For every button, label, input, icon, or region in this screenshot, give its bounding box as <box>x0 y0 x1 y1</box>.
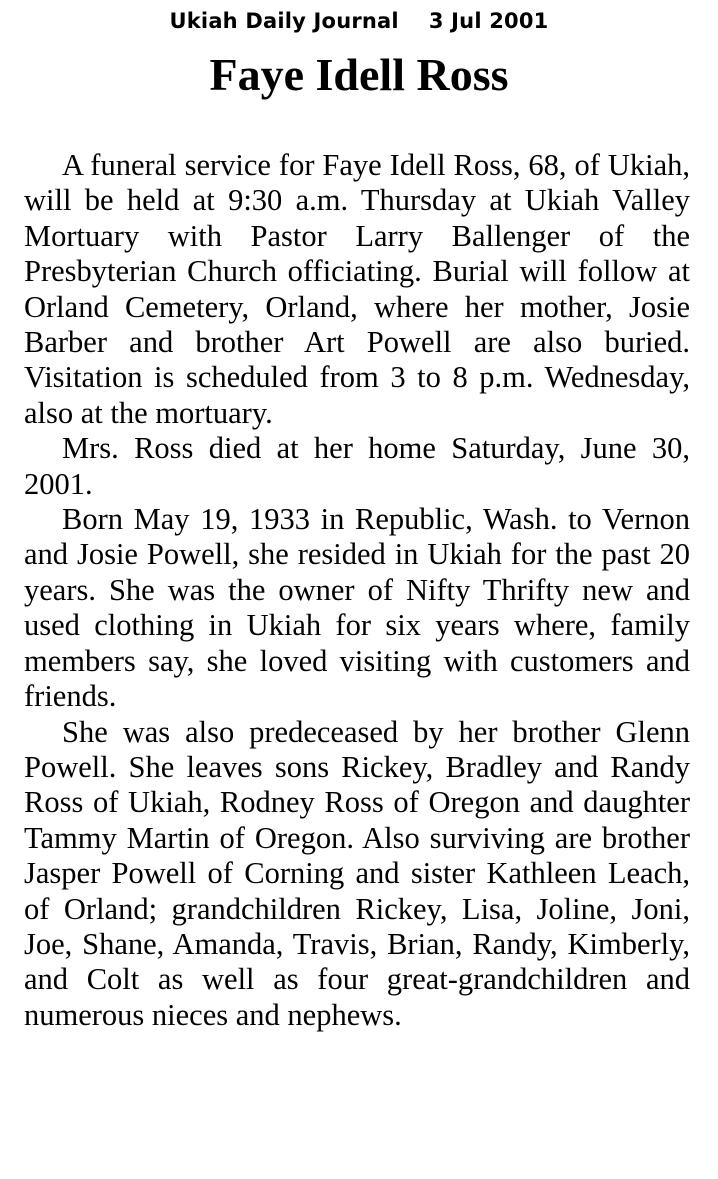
obituary-body <box>24 148 690 1033</box>
publication-header <box>0 8 718 34</box>
publication-date: 3 Jul 2001 <box>428 9 549 33</box>
paragraph-funeral-service: A funeral service for Faye Idell Ross, 68, of Ukiah, will be held at 9:30 a.m. Thursday at Ukiah Valley Mortuary with Pastor Larry Ballenger of the Presbyterian Church officiating. Burial will follow at Orland Cemetery, Orland, where her mother, Josie Barber and brother Art Powell are also buried. Visitation is scheduled from 3 to 8 p.m. Wednesday, also at the mortuary. <box>24 148 690 430</box>
publication-name: Ukiah Daily Journal <box>169 9 399 33</box>
paragraph-death: Mrs. Ross died at her home Saturday, June 30, 2001. <box>24 431 690 501</box>
paragraph-survivors: She was also predeceased by her brother Glenn Powell. She leaves sons Rickey, Bradley and Randy Ross of Ukiah, Rodney Ross of Oregon and daughter Tammy Martin of Oregon. Also surviving are brother Jasper Powell of Corning and sister Kathleen Leach, of Orland; grandchildren Rickey, Lisa, Joline, Joni, Joe, Shane, Amanda, Travis, Brian, Randy, Kimberly, and Colt as well as four great-grandchildren and numerous nieces and nephews. <box>24 714 690 1032</box>
obituary-title: Faye Idell Ross <box>209 49 509 100</box>
paragraph-biography: Born May 19, 1933 in Republic, Wash. to Vernon and Josie Powell, she resided in Ukiah for the past 20 years. She was the owner of Nifty Thrifty new and used clothing in Ukiah for six years where, family members say, she loved visiting with customers and friends. <box>24 502 690 714</box>
